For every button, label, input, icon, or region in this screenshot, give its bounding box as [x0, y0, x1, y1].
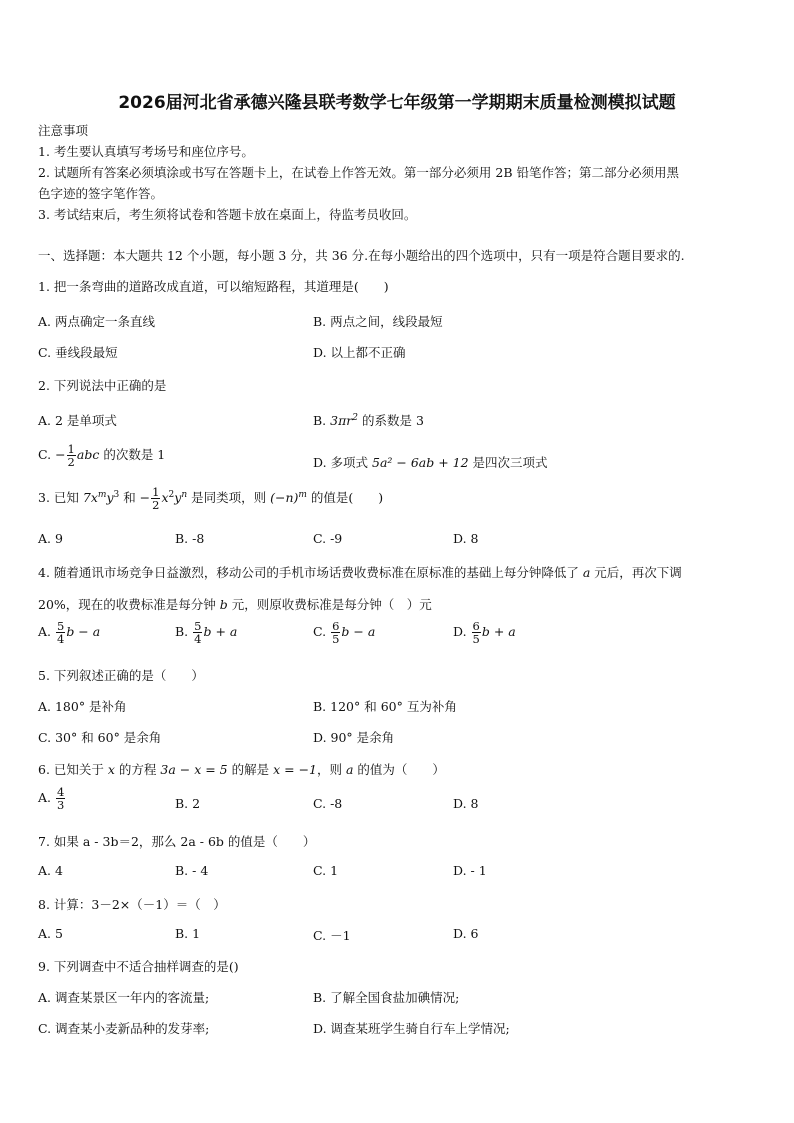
math-expression: b + a	[203, 624, 238, 640]
math-variable: b	[219, 597, 228, 612]
q7-option-d: D. - 1	[453, 863, 487, 878]
q6-option-c: C. -8	[313, 796, 343, 811]
q1-option-c: C. 垂线段最短	[38, 345, 118, 360]
option-label: B.	[175, 624, 189, 640]
q8-option-c: C. －1	[313, 928, 351, 943]
option-label: A.	[38, 624, 52, 640]
question-6-stem	[38, 760, 445, 778]
q5-option-b: B. 120° 和 60° 互为补角	[313, 699, 457, 714]
q3-option-d: D. 8	[453, 531, 479, 546]
q2-option-a: A. 2 是单项式	[38, 413, 117, 428]
fraction	[193, 620, 202, 645]
q9-option-d: D. 调查某班学生骑自行车上学情况;	[313, 1021, 510, 1036]
math-exponent: 2	[168, 489, 175, 500]
math-expression: 5a² − 6ab + 12	[372, 455, 469, 470]
math-expression: 20%	[38, 597, 66, 612]
stem-text: ，则	[317, 762, 346, 777]
fraction	[151, 486, 160, 511]
question-9-stem: 9. 下列调查中不适合抽样调查的是()	[38, 959, 239, 974]
q9-option-c: C. 调查某小麦新品种的发芽率;	[38, 1021, 210, 1036]
fraction-denominator: 3	[57, 798, 65, 813]
stem-text: 的值为（ ）	[353, 762, 445, 777]
question-2-stem: 2. 下列说法中正确的是	[38, 378, 167, 393]
math-expression: b − a	[66, 624, 101, 640]
q9-option-b: B. 了解全国食盐加碘情况;	[313, 990, 460, 1005]
q5-option-a: A. 180° 是补角	[38, 699, 127, 714]
q6-option-a	[38, 786, 66, 811]
q4-option-d	[453, 620, 516, 645]
fraction	[56, 786, 65, 811]
stem-text: 4. 随着通讯市场竞争日益激烈，移动公司的手机市场话费收费标准在原标准的基础上每分钟降低了	[38, 565, 583, 580]
q2-option-c	[38, 443, 165, 468]
q3-option-c: C. -9	[313, 531, 343, 546]
q1-option-a: A. 两点确定一条直线	[38, 314, 155, 329]
option-label: A.	[38, 790, 52, 806]
stem-text: 元后，再次下调	[590, 565, 682, 580]
question-1-stem: 1. 把一条弯曲的道路改成直道，可以缩短路程，其道理是( )	[38, 279, 389, 294]
q4-option-c	[313, 620, 375, 645]
fraction-numerator: 6	[332, 619, 340, 633]
math-expression: b + a	[481, 624, 516, 640]
stem-text: 6. 已知关于	[38, 762, 108, 777]
notice-item: 1. 考生要认真填写考场号和座位序号。	[38, 144, 254, 159]
q5-option-d: D. 90° 是余角	[313, 730, 395, 745]
fraction-denominator: 2	[67, 455, 75, 470]
fraction	[472, 620, 481, 645]
q7-option-b: B. - 4	[175, 863, 209, 878]
notice-item: 2. 试题所有答案必须填涂或书写在答题卡上，在试卷上作答无效。第一部分必须用 2B 铅笔作答；第二部分必须用黑	[38, 165, 679, 180]
fraction-numerator: 1	[67, 442, 75, 456]
math-expression: 7x	[82, 490, 98, 506]
fraction	[67, 443, 76, 468]
fraction	[56, 620, 65, 645]
stem-text: 3. 已知	[38, 490, 83, 506]
fraction-numerator: 5	[194, 619, 202, 633]
q2-option-b	[313, 411, 424, 429]
math-variable: a	[582, 565, 591, 580]
notice-heading: 注意事项	[38, 123, 89, 138]
math-expression: y	[106, 490, 114, 506]
q7-option-c: C. 1	[313, 863, 339, 878]
stem-text: 的方程	[114, 762, 161, 777]
fraction-numerator: 6	[472, 619, 480, 633]
fraction-denominator: 4	[57, 632, 65, 647]
fraction-numerator: 1	[152, 485, 160, 499]
option-text: 的次数是 1	[99, 447, 166, 463]
math-exponent: n	[181, 489, 188, 500]
stem-text: 的值是( )	[306, 490, 384, 506]
q3-option-b: B. -8	[175, 531, 205, 546]
fraction-denominator: 5	[472, 632, 480, 647]
question-4-stem-line1	[38, 563, 682, 581]
section-heading: 一、选择题：本大题共 12 个小题，每小题 3 分，共 36 分.在每小题给出的四个选项中，只有一项是符合题目要求的.	[38, 248, 685, 263]
q9-option-a: A. 调查某景区一年内的客流量;	[38, 990, 210, 1005]
q5-option-c: C. 30° 和 60° 是余角	[38, 730, 162, 745]
q4-option-a	[38, 620, 100, 645]
question-7-stem: 7. 如果 a - 3b＝2，那么 2a - 6b 的值是（ ）	[38, 834, 316, 849]
q8-option-b: B. 1	[175, 926, 201, 941]
notice-item: 色字迹的签字笔作答。	[38, 186, 164, 201]
math-exponent: m	[97, 489, 107, 500]
math-variable: a	[345, 762, 354, 777]
math-exponent: m	[298, 489, 307, 500]
stem-text: ，现在的收费标准是每分钟	[65, 597, 220, 612]
stem-text: 和 −	[119, 490, 151, 506]
math-expression: x	[161, 490, 169, 506]
question-3-stem	[38, 486, 383, 511]
option-label: C.	[313, 624, 327, 640]
q8-option-a: A. 5	[38, 926, 63, 941]
math-exponent: 2	[352, 412, 359, 423]
math-expression: x = −1	[273, 762, 317, 777]
option-label: B.	[313, 413, 331, 428]
question-8-stem: 8. 计算：3－2×（－1）＝（ ）	[38, 897, 226, 912]
page-title: 2026届河北省承德兴隆县联考数学七年级第一学期期末质量检测模拟试题	[118, 93, 676, 113]
option-label: D.	[453, 624, 467, 640]
question-4-stem-line2	[38, 595, 432, 613]
option-text: 是四次三项式	[468, 455, 548, 470]
math-expression: abc	[76, 447, 100, 463]
fraction-denominator: 4	[194, 632, 202, 647]
stem-text: 是同类项，则	[187, 490, 271, 506]
stem-text: 元，则原收费标准是每分钟（ ）元	[227, 597, 432, 612]
fraction-numerator: 4	[57, 785, 65, 799]
fraction	[331, 620, 340, 645]
q7-option-a: A. 4	[38, 863, 63, 878]
q1-option-b: B. 两点之间，线段最短	[313, 314, 443, 329]
q2-option-d	[313, 453, 548, 471]
option-text: 的系数是 3	[358, 413, 424, 428]
q6-option-d: D. 8	[453, 796, 479, 811]
option-label: D. 多项式	[313, 455, 372, 470]
stem-text: 的解是	[227, 762, 274, 777]
math-expression: b − a	[341, 624, 376, 640]
math-expression: (−n)	[270, 490, 299, 506]
q4-option-b	[175, 620, 237, 645]
fraction-numerator: 5	[57, 619, 65, 633]
q3-option-a: A. 9	[38, 531, 63, 546]
q1-option-d: D. 以上都不正确	[313, 345, 406, 360]
math-variable: x	[107, 762, 115, 777]
q6-option-b: B. 2	[175, 796, 201, 811]
math-expression: 3πr	[330, 413, 353, 428]
math-exponent: 3	[113, 489, 120, 500]
q8-option-d: D. 6	[453, 926, 479, 941]
fraction-denominator: 5	[332, 632, 340, 647]
fraction-denominator: 2	[152, 498, 160, 513]
notice-item: 3. 考试结束后，考生须将试卷和答题卡放在桌面上，待监考员收回。	[38, 207, 417, 222]
math-expression: y	[174, 490, 182, 506]
math-expression: 3a − x = 5	[160, 762, 228, 777]
option-label: C. −	[38, 447, 66, 463]
question-5-stem: 5. 下列叙述正确的是（ ）	[38, 668, 204, 683]
